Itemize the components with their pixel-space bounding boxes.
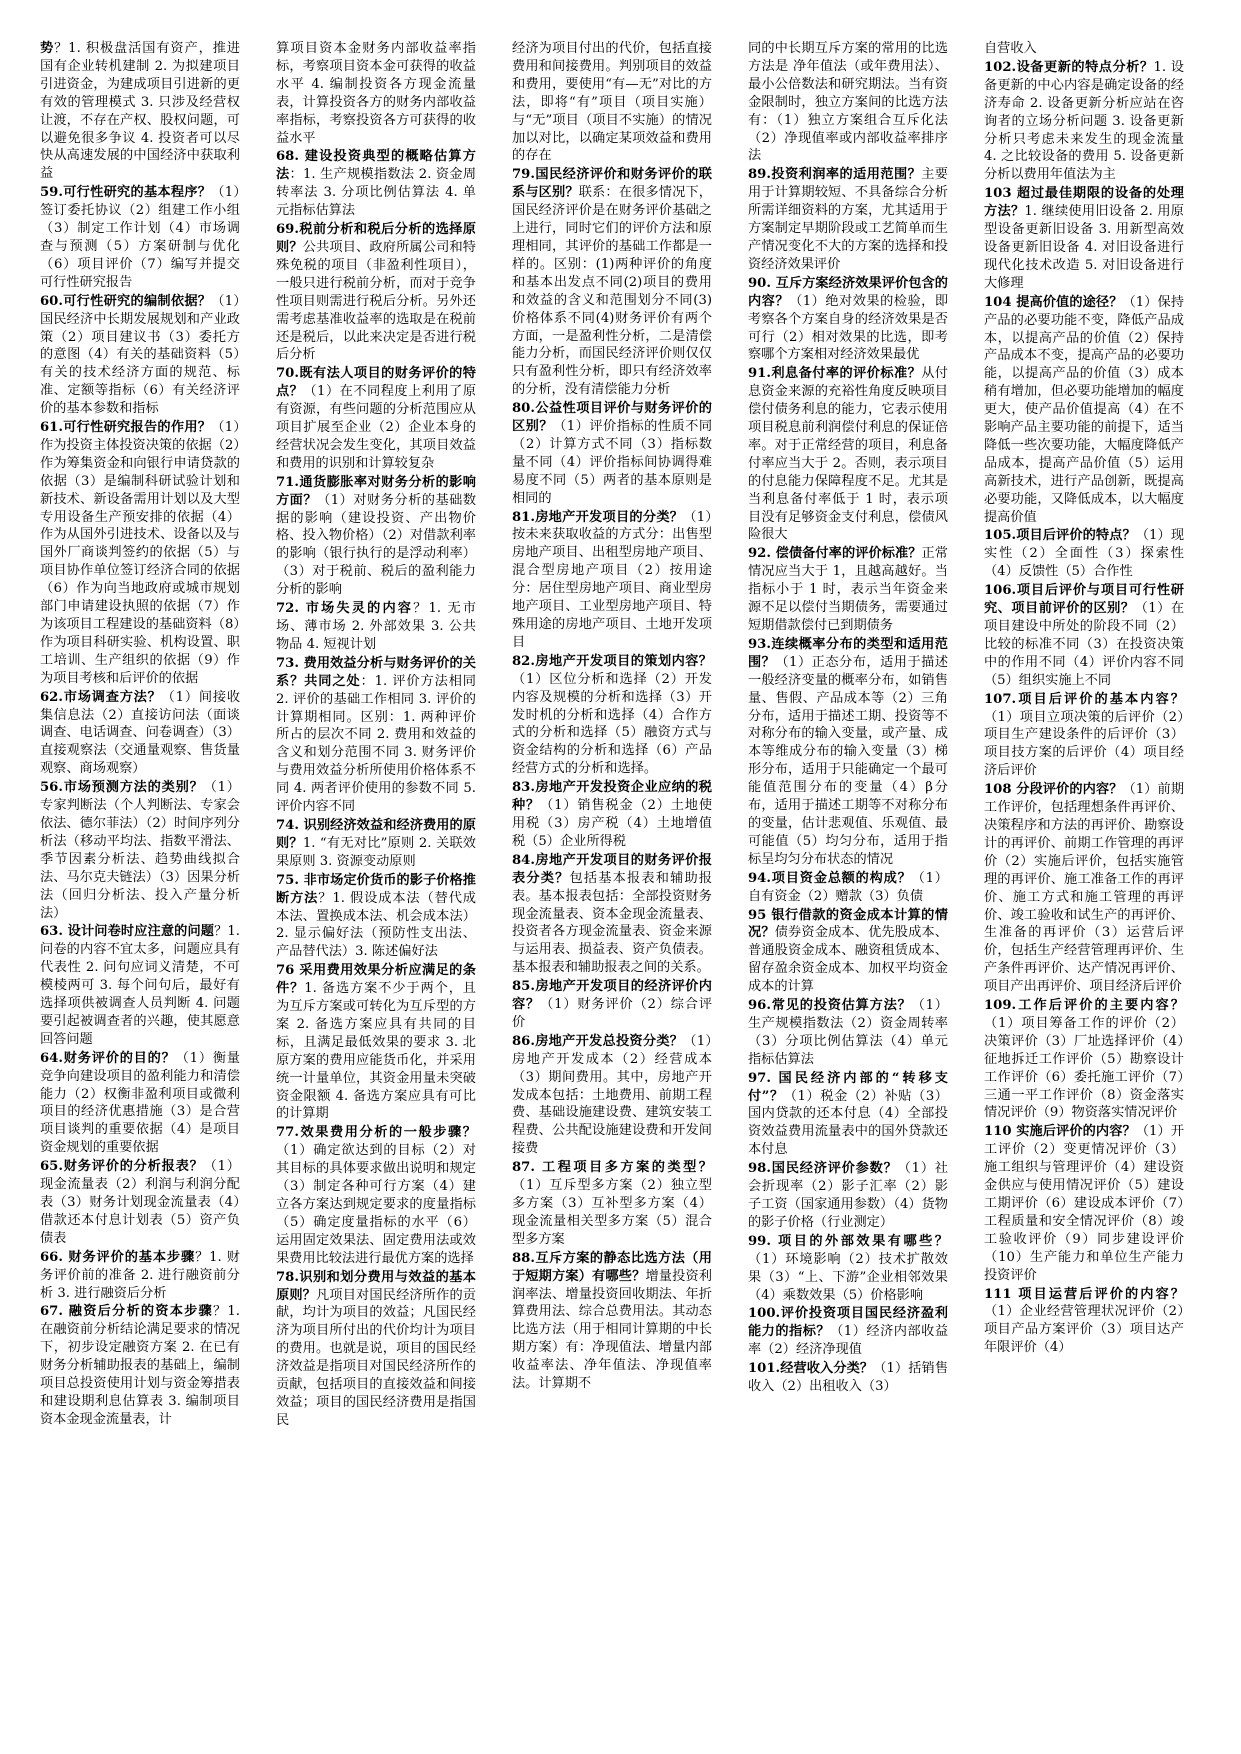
- qa-paragraph: [40, 293, 240, 418]
- qa-paragraph: [276, 474, 476, 599]
- qa-paragraph: [512, 978, 712, 1032]
- question-heading: 84.房地产开发项目的财务评价报表分类？: [512, 852, 712, 886]
- question-heading: 61.可行性研究报告的作用？: [40, 420, 212, 436]
- answer-text: 债券资金成本、优先股成本、普通股资金成本、融资租赁成本、留存盈余资金成本、加权平均资金成本的计算: [748, 925, 948, 995]
- answer-text: （1）项目筹备工作的评价（2）决策评价（3）厂址选择评价（4）征地拆迁工作评价（5）勘察设计工作评价（6）委托施工评价（7）三通一平工作评价（8）资金落实情况评价（9）物资落实情况评价: [984, 1015, 1184, 1121]
- qa-paragraph: [748, 870, 948, 906]
- answer-text: （1）作为投资主体投资决策的依据（2）作为筹集资金和向银行申请贷款的依据（3）是编制科研试验计划和新技术、新设备需用计划以及大型专用设备生产预安排的依据（4）作为从国外引进技术、设备以及与国外厂商谈判签约的依据（5）与项目协作单位签订经济合同的依据（6）作为向当地政府或城市规划部门申请建设执照的依据（7）作为该项目工程建设的基础资料（8）作为项目科研实验、机构设置、职工培训、生产组织的依据（9）作为项目考核和后评价的依据: [40, 420, 240, 686]
- answer-text: ？1. 无市场、薄市场 2. 外部效果 3. 公共物品 4. 短视计划: [276, 601, 476, 652]
- answer-text: （1）经济内部收益率（2）经济净现值: [748, 1324, 948, 1358]
- question-heading: 56.市场预测方法的类别？: [40, 780, 204, 796]
- answer-text: （1）保持产品的必要功能不变，降低产品成本，以提高产品的价值（2）保持产品成本不变，提高产品的必要功能，以提高产品的价值（3）成本稍有增加，但必要功能增加的幅度更大，使产品价值提高（4）在不影响产品主要功能的前提下，适当降低一些次要功能，大幅度降低产品成本，提高产品价值（5）运用高新技术，进行产品创新，既提高必要功能，又降低成本，以大幅度提高价值: [984, 294, 1184, 525]
- question-heading: 74. 识别经济效益和经济费用的原则？: [276, 817, 476, 851]
- qa-paragraph: [40, 779, 240, 922]
- qa-paragraph: [276, 872, 476, 962]
- question-heading: 104 提高价值的途径？: [984, 294, 1123, 310]
- answer-text: （1）专家判断法（个人判断法、专家会依法、德尔菲法）（2）时间序列分析法（移动平均法、指数平滑法、季节因素分析法、趋势曲线拟合法、马尔克夫链法）（3）因果分析法（回归分析法、投入产量分析法）: [40, 780, 240, 921]
- question-heading: 83.房地产开发投资企业应纳的税种？: [512, 780, 712, 814]
- question-heading: 59.可行性研究的基本程序？: [40, 185, 212, 201]
- qa-paragraph: [984, 185, 1184, 292]
- question-heading: 98.国民经济评价参数？: [748, 1161, 898, 1177]
- answer-text: 自营收入: [984, 41, 1037, 56]
- qa-paragraph: [276, 655, 476, 816]
- answer-text: （1）按未来获取收益的方式分：出售型房地产项目、出租型房地产项目、混合型房地产项目（2）按用途分：居住型房地产项目、商业型房地产项目、工业型房地产项目、特殊用途的房地产项目、土地开发项目: [512, 509, 712, 650]
- answer-text: ？1. 积极盘活国有资产，推进国有企业转机建制 2. 为拟建项目引进资金，为建成项目引进新的更有效的管理模式 3. 只涉及经营权让渡，不存在产权、股权问题，可以避免很多争议 4. 投资者可以尽快从高速发展的中国经济中获取利益: [40, 41, 240, 182]
- answer-text: （1）企业经营管理状况评价（2）项目产品方案评价（3）项目达产年限评价（4）: [984, 1304, 1184, 1356]
- question-heading: 71.通货膨胀率对财务分析的影响方面？: [276, 474, 476, 508]
- answer-text: ：1. 评价方法相同 2. 评价的基础工作相同 3. 评价的计算期相同。区别：1. 两种评价所占的层次不同 2. 费用和效益的含义和划分范围不同 3. 财务评价与费用效益分析所使用价格体系不同 4. 两者评价使用的参数不同 5. 评价内容不同: [276, 673, 476, 815]
- question-heading: 73. 费用效益分析与财务评价的关系？共同之处: [276, 655, 476, 689]
- answer-text: 1. 备选方案不少于两个，且为互斥方案或可转化为互斥型的方案 2. 备选方案应具有共同的目标，且满足最低效果的要求 3. 北原方案的费用应能货币化，并采用统一计量单位，其资金用量未突破资金限额 4. 备选方案应具有可比的计算期: [276, 981, 476, 1122]
- question-heading: 88.互斥方案的静态比选方法（用于短期方案）有哪些？: [512, 1250, 712, 1284]
- question-heading: 105.项目后评价的特点？: [984, 528, 1136, 544]
- qa-paragraph: [276, 148, 476, 220]
- answer-text: （1）评价指标的性质不同（2）计算方式不同（3）指标数量不同（4）评价指标间协调得难易度不同（5）两者的基本原则是相同的: [512, 419, 712, 506]
- qa-paragraph: [276, 962, 476, 1123]
- qa-paragraph: [748, 1070, 948, 1160]
- qa-paragraph: [40, 1303, 240, 1428]
- qa-paragraph: [748, 997, 948, 1069]
- question-heading: 67. 融资后分析的资本步骤: [40, 1304, 213, 1320]
- question-heading: 97. 国民经济内部的“转移支付”？: [748, 1070, 948, 1104]
- answer-text: ：1. 生产规模指数法 2. 资金周转率法 3. 分项比例估算法 4. 单元指标估算法: [276, 167, 476, 219]
- answer-text: 主要用于计算期较短、不具备综合分析所需详细资料的方案，尤其适用于方案制定早期阶段或工艺简单而生产情况变化不大的方案的选择和投资经济效果评价: [748, 167, 948, 272]
- text-column-3: [512, 40, 712, 1720]
- answer-text: 增量投资利润率法、增量投资回收期法、年折算费用法、综合总费用法。其动态比选方法（用于相同计算期的中长期方案）有：净现值法、增量内部收益率法、净年值法、净现值率法。计算期不: [512, 1268, 712, 1392]
- answer-text: （1）销售税金（2）土地使用税（3）房产税（4）土地增值税（5）企业所得税: [512, 798, 712, 849]
- qa-paragraph: [748, 1160, 948, 1232]
- qa-paragraph: [40, 40, 240, 183]
- answer-text: 凡项目对国民经济所作的贡献，均计为项目的效益；凡国民经济为项目所付出的代价均计为项目的费用。也就是说，项目的国民经济效益是指项目对国民经济所作的贡献，包括项目的直接效益和间接效益；项目的国民经济费用是指国民: [276, 1287, 476, 1428]
- text-column-2: [276, 40, 476, 1720]
- qa-paragraph: [512, 40, 712, 165]
- question-heading: 势: [40, 41, 55, 56]
- qa-paragraph: [40, 1249, 240, 1303]
- answer-text: （1）括销售收入（2）出租收入（3）: [748, 1361, 948, 1395]
- answer-text: 公共项目、政府所属公司和特殊免税的项目（非盈利性项目），一般只进行税前分析，而对于竞争性项目则需进行税后分析。另外还需考虑基准收益率的选取是在税前还是税后，以此来决定是否进行税后分析: [276, 239, 476, 363]
- qa-paragraph: [748, 907, 948, 997]
- answer-text: （1）对财务分析的基础数据的影响（建设投资、产出物价格、投入物价格）（2）对借款利率的影响（银行执行的是浮动利率）（3）对于税前、税后的盈利能力分析的影响: [276, 492, 476, 598]
- qa-paragraph: [748, 1233, 948, 1305]
- answer-text: ？1. 财务评价前的准备 2. 进行融资前分析 3. 进行融资后分析: [40, 1249, 240, 1301]
- qa-paragraph: [40, 689, 240, 779]
- qa-paragraph: [40, 923, 240, 1048]
- qa-paragraph: [276, 365, 476, 472]
- qa-paragraph: [984, 294, 1184, 527]
- question-heading: 109.工作后评价的主要内容？: [984, 998, 1184, 1014]
- question-heading: 100.评价投资项目国民经济盈利能力的指标？: [748, 1306, 948, 1340]
- answer-text: （1）现实性（2）全面性（3）探索性（4）反馈性（5）合作性: [984, 528, 1184, 580]
- qa-paragraph: [984, 582, 1184, 689]
- answer-text: （1）互斥型多方案（2）独立型多方案（3）互补型多方案（4）现金流量相关型多方案（5）混合型多方案: [512, 1178, 712, 1247]
- answer-text: 正常情况应当大于 1，且越高越好。当指标小于 1 时，表示当年资金来源不足以偿付当期债务，需要通过短期借款偿付已到期债务: [748, 546, 948, 633]
- qa-paragraph: [984, 781, 1184, 996]
- answer-text: （1）税金（2）补贴（3）国内贷款的还本付息（4）全部投资效益费用流量表中的国外贷款还本付息: [748, 1088, 948, 1158]
- answer-text: 算项目资本金财务内部收益率指标，考察项目资本金可获得的收益水平 4. 编制投资各方现金流量表，计算投资各方的财务内部收益率指标，考察投资各方可获得的收益水平: [276, 41, 476, 146]
- answer-text: （1）自有资金（2）赠款（3）负债: [748, 870, 948, 904]
- answer-text: ？1. 在融资前分析结论满足要求的情况下，初步设定融资方案 2. 在已有财务分析辅助报表的基础上，编制项目总投资使用计划与资金筹措表和建设期利息估算表 3. 编制项目资本金现金流量表，计: [40, 1304, 240, 1427]
- answer-text: 联系：在很多情况下，国民经济评价是在财务评价基础之上进行，同时它们的评价方法和原理相同，其评价的基础工作都是一样的。区别：(1)两种评价的角度和基本出发点不同(2)项目的费用和效益的含义和范围划分不同(3)价格体系不同(4)财务评价有两个方面，一是盈利性分析，二是清偿能力分析，而国民经济评价则仅仅只有盈利性分析，即只有经济效率的分析，没有清偿能力分析: [512, 185, 712, 398]
- question-heading: 76 采用费用效果分析应满足的条件？: [276, 963, 476, 997]
- question-heading: 69.税前分析和税后分析的选择原则？: [276, 222, 476, 255]
- qa-paragraph: [748, 545, 948, 635]
- answer-text: （1）环境影响（2）技术扩散效果（3）“上、下游”企业相邻效果（4）乘数效果（5）价格影响: [748, 1251, 948, 1303]
- answer-text: （1）绝对效果的检验，即考察各个方案自身的经济效果是否可行（2）相对效果的比选，即考察哪个方案相对经济效果最优: [748, 293, 948, 363]
- qa-paragraph: [40, 1050, 240, 1157]
- answer-text: （1）房地产开发成本（2）经营成本（3）期间费用。其中，房地产开发成本包括：土地费用、前期工程费、基础设施建设费、建筑安装工程费、公共配设施建设费和开发间接费: [512, 1033, 712, 1157]
- question-heading: 65.财务评价的分析报表？: [40, 1159, 204, 1175]
- question-heading: 68. 建设投资典型的概略估算方法: [276, 149, 476, 183]
- question-heading: 94.项目资金总额的构成？: [748, 870, 912, 886]
- question-heading: 111 项目运营后评价的内容？: [984, 1286, 1184, 1302]
- question-heading: 77.效果费用分析的一般步骤？: [276, 1125, 476, 1141]
- question-heading: 108 分段评价的内容？: [984, 782, 1123, 798]
- answer-text: 同的中长期互斥方案的常用的比选方法是 净年值法（或年费用法）、最小公倍数法和研究期法。当有资金限制时，独立方案间的比选方法有：（1）独立方案组合互斥化法（2）净现值率或内部收益率排序法: [748, 41, 948, 164]
- qa-paragraph: [512, 1033, 712, 1158]
- qa-paragraph: [984, 40, 1184, 58]
- question-heading: 72. 市场失灵的内容: [276, 601, 414, 617]
- question-heading: 64.财务评价的目的？: [40, 1050, 176, 1066]
- answer-text: （1）在项目建设中所处的阶段不同（2）比较的标准不同（3）在投资决策中的作用不同（4）评价内容不同（5）组织实施上不同: [984, 601, 1184, 688]
- qa-paragraph: [276, 1124, 476, 1267]
- answer-text: （1）间接收集信息法（2）直接访问法（面谈调查、电话调查、问卷调查）（3）直接观察法（交通量观察、售货量观察、商场观察）: [40, 689, 240, 777]
- qa-paragraph: [984, 1123, 1184, 1284]
- answer-text: （1）正态分布，适用于描述一般经济变量的概率分布，如销售量、售假、产品成本等（2）三角分布，适用于描述工期、投资等不对称分布的输入变量，或产量、成本等维成分布的输入变量（3）梯形分布，适用于只能确定一个最可能值范围分布的变量（4）β分布，适用于描述工期等不对称分布的变量，估计悲观值、乐观值、最可能值（5）均匀分布，适用于指标呈均匀分布状态的情况: [748, 654, 948, 867]
- question-heading: 106.项目后评价与项目可行性研究、项目前评价的区别？: [984, 583, 1184, 617]
- question-heading: 80.公益性项目评价与财务评价的区别？: [512, 401, 712, 435]
- answer-text: （1）确定欲达到的目标（2）对其目标的具体要求做出说明和规定（3）制定各种可行方案（4）建立各方案达到规定要求的度量指标（5）确定度量指标的水平（6）运用固定效果法、固定费用法或效果费用比较法进行最优方案的选择: [276, 1143, 476, 1266]
- answer-text: （1）在不同程度上利用了原有资源，有些问题的分析范围应从项目扩展至企业（2）企业本身的经营状况会发生变化，其项目效益和费用的识别和计算较复杂: [276, 384, 476, 471]
- question-heading: 107.项目后评价的基本内容？: [984, 691, 1184, 707]
- qa-paragraph: [512, 852, 712, 977]
- question-heading: 95 银行借款的资金成本计算的情况？: [748, 907, 948, 941]
- qa-paragraph: [40, 419, 240, 688]
- question-heading: 110 实施后评价的内容？: [984, 1124, 1136, 1140]
- question-heading: 63. 设计问卷时应注意的问题: [40, 924, 215, 940]
- answer-text: （1）现金流量表（2）利润与利润分配表（3）财务计划现金流量表（4）借款还本付息计划表（5）资产负债表: [40, 1159, 240, 1246]
- question-heading: 81.房地产开发项目的分类？: [512, 509, 684, 525]
- document-page: [40, 40, 1220, 1720]
- question-heading: 75. 非市场定价货币的影子价格推断方法: [276, 872, 476, 906]
- answer-text: （1）签订委托协议（2）组建工作小组（3）制定工作计划（4）市场调查与预测（5）方案研制与优化（6）项目评价（7）编写并提交可行性研究报告: [40, 185, 240, 290]
- question-heading: 90. 互斥方案经济效果评价包含的内容？: [748, 275, 948, 309]
- question-heading: 102.设备更新的特点分析？: [984, 59, 1154, 75]
- qa-paragraph: [40, 184, 240, 291]
- qa-paragraph: [984, 691, 1184, 781]
- qa-paragraph: [276, 221, 476, 364]
- qa-paragraph: [276, 600, 476, 654]
- answer-text: （1）社会折现率（2）影子汇率（2）影子工资（国家通用参数）（4）货物的影子价格（行业测定）: [748, 1161, 948, 1230]
- qa-paragraph: [512, 653, 712, 778]
- question-heading: 70.既有法人项目的财务评价的特点？: [276, 366, 476, 400]
- text-column-1: [40, 40, 240, 1720]
- answer-text: 1. 设备更新的中心内容是确定设备的经济寿命 2. 设备更新分析应站在咨询者的立场分析问题 3. 设备更新分析只考虑未来发生的现金流量 4. 之比较设备的费用 5. 设备更新分析以费用年值法为主: [984, 59, 1184, 183]
- qa-paragraph: [748, 166, 948, 273]
- question-heading: 92. 偿债备付率的评价标准？: [748, 546, 922, 562]
- question-heading: 93.连续概率分布的类型和适用范围？: [748, 636, 948, 670]
- answer-text: 经济为项目付出的代价，包括直接费用和间接费用。判别项目的效益和费用，要使用“有—无”对比的方法，即将“有”项目（项目实施）与“无”项目（项目不实施）的情况加以对比，以确定某项效益和费用的存在: [512, 41, 712, 164]
- qa-paragraph: [512, 779, 712, 851]
- answer-text: 从付息资金来源的充裕性角度反映项目偿付债务利息的能力，它表示使用项目税息前利润偿付利息的保证倍率。对于正常经营的项目，利息备付率应当大于 2。否则，表示项目的付息能力保障程度不足。尤其是当利息备付率低于 1 时，表示项目没有足够资金支付利息，偿债风险很大: [748, 366, 948, 543]
- qa-paragraph: [748, 636, 948, 869]
- answer-text: ？1. 假设成本法（替代成本法、置换成本法、机会成本法）2. 显示偏好法（预防性支出法、产品替代法）3. 陈述偏好法: [276, 890, 476, 960]
- text-column-4: [748, 40, 948, 1720]
- qa-paragraph: [512, 509, 712, 652]
- answer-text: （1）国民经济中长期发展规划和产业政策（2）项目建议书（3）委托方的意图（4）有关的基础资料（5）有关的技术经济方面的规范、标准、定额等指标（6）有关经济评价的基本参数和指标: [40, 293, 240, 417]
- qa-paragraph: [748, 275, 948, 365]
- question-heading: 85.房地产开发项目的经济评价内容？: [512, 979, 712, 1013]
- qa-paragraph: [512, 1250, 712, 1393]
- question-heading: 99. 项目的外部效果有哪些？: [748, 1233, 948, 1249]
- qa-paragraph: [748, 365, 948, 544]
- question-heading: 66. 财务评价的基本步骤: [40, 1249, 196, 1265]
- qa-paragraph: [276, 40, 476, 147]
- qa-paragraph: [276, 817, 476, 871]
- qa-paragraph: [748, 1360, 948, 1396]
- qa-paragraph: [512, 1159, 712, 1249]
- question-heading: 91.利息备付率的评价标准？: [748, 366, 922, 382]
- question-heading: 89.投资利润率的适用范围？: [748, 167, 922, 183]
- answer-text: （1）前期工作评价，包括理想条件再评价、决策程序和方法的再评价、勘察设计的再评价、前期工作管理的再评价（2）实施后评价，包括实施管理的再评价、施工准备工作的再评价、施工方式和施工管理的再评价、竣工验收和试生产的再评价、生准备的再评价（3）运营后评价，包括生产经营管理再评价、生产条件再评价、达产情况再评价、项目产出再评价、项目经济后评价: [984, 782, 1184, 995]
- question-heading: 103 超过最佳期限的设备的处理方法？: [984, 186, 1184, 220]
- text-column-5: [984, 40, 1184, 1720]
- qa-paragraph: [512, 166, 712, 399]
- qa-paragraph: [748, 1305, 948, 1359]
- question-heading: 87. 工程项目多方案的类型？: [512, 1160, 712, 1176]
- answer-text: （1）项目立项决策的后评价（2）项目生产建设条件的后评价（3）项目技方案的后评价（4）项目经济后评价: [984, 709, 1184, 779]
- qa-paragraph: [512, 400, 712, 507]
- question-heading: 101.经营收入分类？: [748, 1361, 874, 1377]
- question-heading: 86.房地产开发总投资分类？: [512, 1033, 684, 1049]
- qa-paragraph: [984, 527, 1184, 581]
- question-heading: 62.市场调查方法？: [40, 689, 162, 705]
- qa-paragraph: [40, 1158, 240, 1248]
- answer-text: （1）衡量竞争向建设项目的盈利能力和清偿能力（2）权衡非盈利项目或微利项目的经济优惠措施（3）是合营项目谈判的重要依据（4）是项目资金规划的重要依据: [40, 1050, 240, 1156]
- question-heading: 96.常见的投资估算方法？: [748, 998, 912, 1014]
- answer-text: （1）生产规模指数法（2）资金周转率（3）分项比例估算法（4）单元指标估算法: [748, 998, 948, 1067]
- answer-text: （1）财务评价（2）综合评价: [512, 997, 712, 1030]
- answer-text: 包括基本报表和辅助报表。基本报表包括：全部投资财务现金流量表、资本金现金流量表、投资者各方现金流量表、资金来源与运用表、损益表、资产负债表。基本报表和辅助报表之间的关系。: [512, 870, 712, 976]
- qa-paragraph: [748, 40, 948, 165]
- question-heading: 78.识别和划分费用与效益的基本原则？: [276, 1269, 476, 1303]
- question-heading: 79.国民经济评价和财务评价的联系与区别？: [512, 167, 712, 201]
- answer-text: 1. “有无对比”原则 2. 关联效果原则 3. 资源变动原则: [276, 835, 476, 869]
- question-heading: 82.房地产开发项目的策划内容？: [512, 653, 712, 669]
- qa-paragraph: [984, 1286, 1184, 1358]
- answer-text: ？1. 问卷的内容不宜太多，问题应具有代表性 2. 问句应词义清楚，不可模棱两可 3. 每个问句后，最好有选择项供被调查人员判断 4. 问题要引起被调查者的兴趣，使其愿意回答问题: [40, 924, 240, 1047]
- qa-paragraph: [276, 1269, 476, 1430]
- answer-text: （1）区位分析和选择（2）开发内容及规模的分析和选择（3）开发时机的分析和选择（4）合作方式的分析和选择（5）融资方式与资金结构的分析和选择（6）产品经营方式的分析和选择。: [512, 671, 712, 777]
- answer-text: （1）开工评价（2）变更情况评价（3）施工组织与管理评价（4）建设资金供应与使用情况评价（5）建设工期评价（6）建设成本评价（7）工程质量和安全情况评价（8）竣工验收评价（9）同步建设评价（10）生产能力和单位生产能力投资评价: [984, 1124, 1184, 1283]
- qa-paragraph: [984, 997, 1184, 1122]
- answer-text: 1. 继续使用旧设备 2. 用原型设备更新旧设备 3. 用新型高效设备更新旧设备 4. 对旧设备进行现代化技术改造 5. 对旧设备进行大修理: [984, 204, 1184, 291]
- question-heading: 60.可行性研究的编制依据？: [40, 293, 212, 309]
- qa-paragraph: [984, 59, 1184, 184]
